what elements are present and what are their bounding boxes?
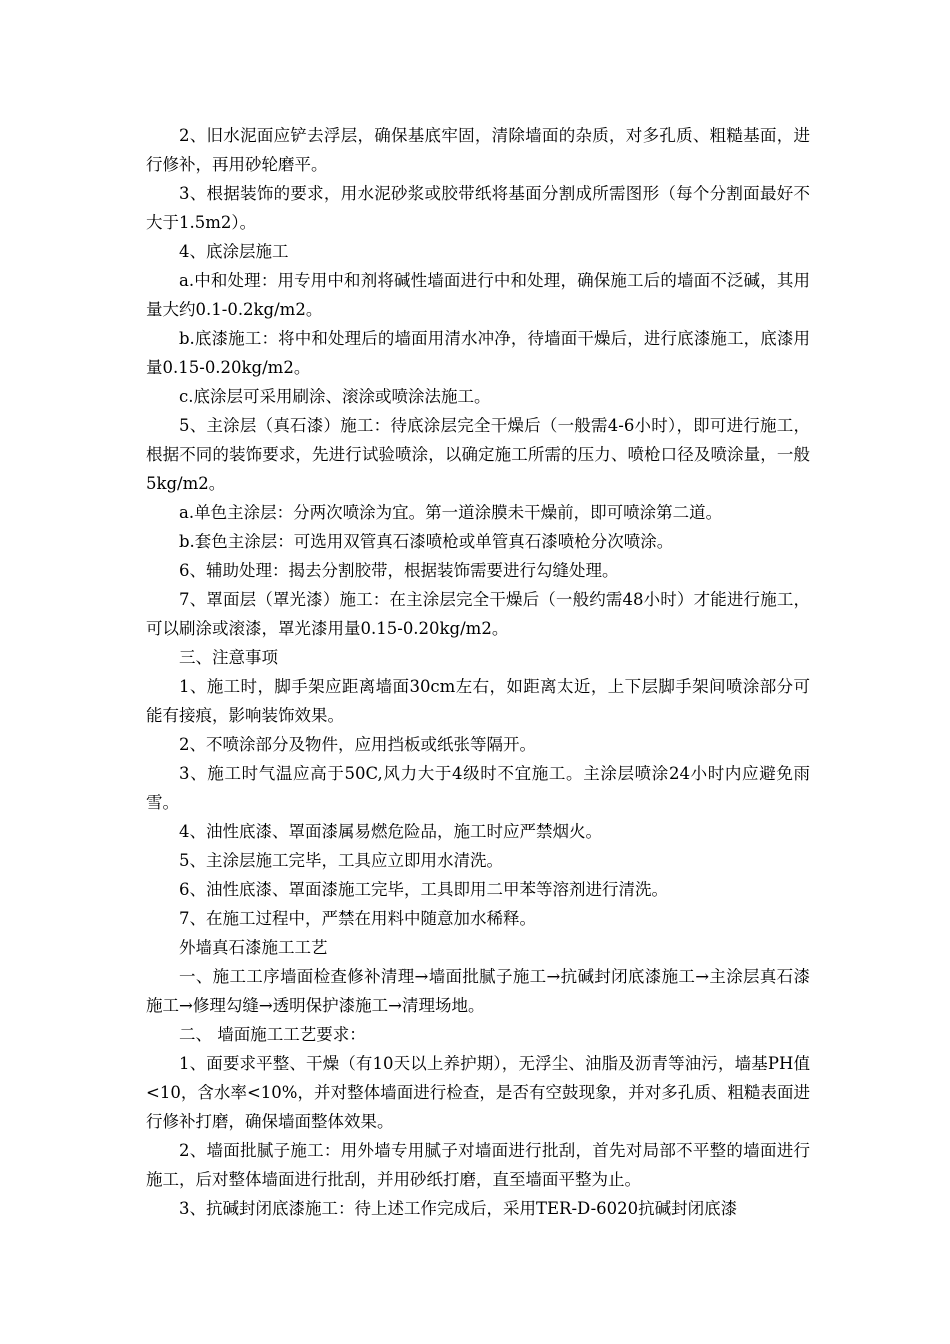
paragraph: 3、抗碱封闭底漆施工：待上述工作完成后，采用TER-D-6020抗碱封闭底漆 bbox=[179, 1199, 738, 1218]
paragraph: 5、主涂层（真石漆）施工：待底涂层完全干燥后（一般需4-6小时），即可进行施工，根据不同的装饰要求，先进行试验喷涂，以确定施工所需的压力、喷枪口径及喷涂量，一般5kg/m2。 bbox=[146, 416, 810, 493]
paragraph: 1、面要求平整、干燥（有10天以上养护期），无浮尘、油脂及沥青等油污，墙基PH值<10，含水率<10%，并对整体墙面进行检查，是否有空鼓现象，并对多孔质、粗糙表面进行修补打磨，确保墙面整体效果。 bbox=[146, 1054, 810, 1131]
section-heading: 外墙真石漆施工工艺 bbox=[179, 938, 328, 957]
section-heading: 三、注意事项 bbox=[179, 648, 278, 667]
paragraph: 一、施工工序墙面检查修补清理→墙面批腻子施工→抗碱封闭底漆施工→主涂层真石漆施工→修理勾缝→透明保护漆施工→清理场地。 bbox=[146, 967, 810, 1015]
paragraph: 3、施工时气温应高于50C,风力大于4级时不宜施工。主涂层喷涂24小时内应避免雨雪。 bbox=[146, 764, 810, 812]
paragraph: a.中和处理：用专用中和剂将碱性墙面进行中和处理，确保施工后的墙面不泛碱，其用量大约0.1-0.2kg/m2。 bbox=[146, 271, 810, 319]
paragraph: 1、施工时，脚手架应距离墙面30cm左右，如距离太近，上下层脚手架间喷涂部分可能有接痕，影响装饰效果。 bbox=[146, 677, 810, 725]
paragraph: 5、主涂层施工完毕，工具应立即用水清洗。 bbox=[179, 851, 503, 870]
paragraph: 2、不喷涂部分及物件，应用挡板或纸张等隔开。 bbox=[179, 735, 536, 754]
section-heading: 4、底涂层施工 bbox=[179, 242, 289, 261]
section-heading: 二、 墙面施工工艺要求： bbox=[179, 1025, 366, 1044]
paragraph: b.套色主涂层：可选用双管真石漆喷枪或单管真石漆喷枪分次喷涂。 bbox=[179, 532, 674, 551]
paragraph: 3、根据装饰的要求，用水泥砂浆或胶带纸将基面分割成所需图形（每个分割面最好不大于1.5m2）。 bbox=[146, 184, 810, 232]
paragraph: a.单色主涂层：分两次喷涂为宜。第一道涂膜未干燥前，即可喷涂第二道。 bbox=[179, 503, 723, 522]
paragraph: 6、辅助处理：揭去分割胶带，根据装饰需要进行勾缝处理。 bbox=[179, 561, 619, 580]
document-body bbox=[146, 121, 810, 1223]
paragraph: 4、油性底漆、罩面漆属易燃危险品，施工时应严禁烟火。 bbox=[179, 822, 602, 841]
paragraph: 2、墙面批腻子施工：用外墙专用腻子对墙面进行批刮，首先对局部不平整的墙面进行施工，后对整体墙面进行批刮，并用砂纸打磨，直至墙面平整为止。 bbox=[146, 1141, 810, 1189]
paragraph: c.底涂层可采用刷涂、滚涂或喷涂法施工。 bbox=[179, 387, 491, 406]
paragraph: 7、罩面层（罩光漆）施工：在主涂层完全干燥后（一般约需48小时）才能进行施工，可以刷涂或滚漆，罩光漆用量0.15-0.20kg/m2。 bbox=[146, 590, 810, 638]
paragraph: b.底漆施工：将中和处理后的墙面用清水冲净，待墙面干燥后，进行底漆施工，底漆用量0.15-0.20kg/m2。 bbox=[146, 329, 810, 377]
paragraph: 6、油性底漆、罩面漆施工完毕，工具即用二甲苯等溶剂进行清洗。 bbox=[179, 880, 668, 899]
paragraph: 7、在施工过程中，严禁在用料中随意加水稀释。 bbox=[179, 909, 536, 928]
paragraph: 2、旧水泥面应铲去浮层，确保基底牢固，清除墙面的杂质，对多孔质、粗糙基面，进行修补，再用砂轮磨平。 bbox=[146, 126, 810, 174]
